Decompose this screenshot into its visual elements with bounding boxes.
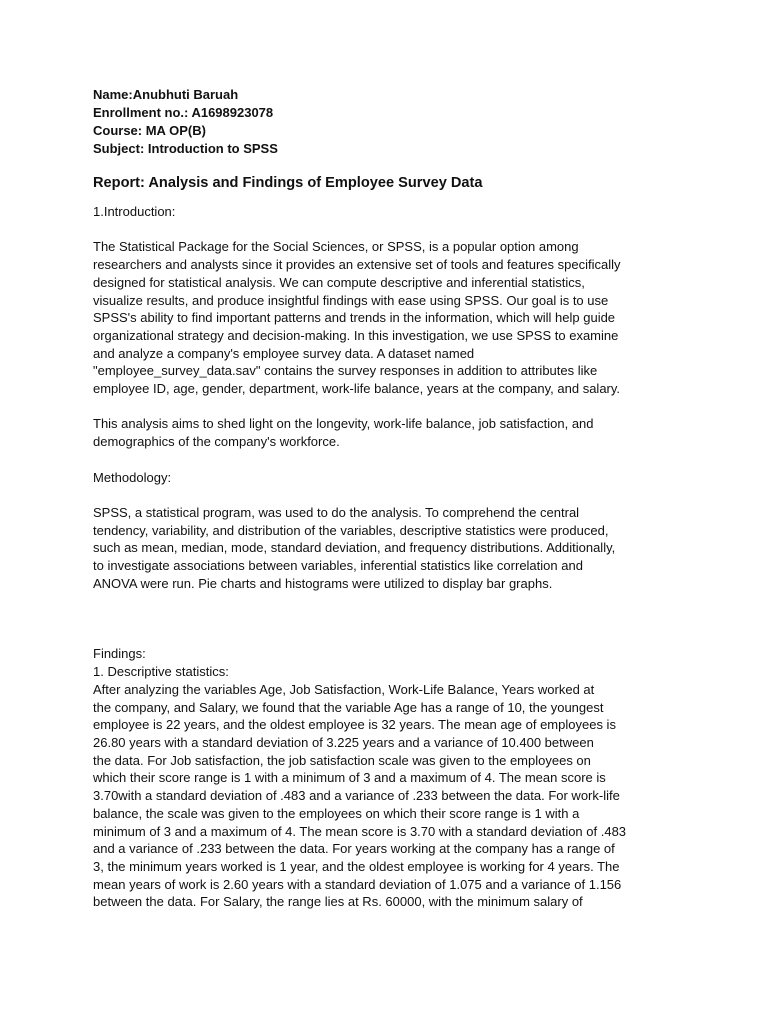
paragraph-line: designed for statistical analysis. We can compute descriptive and inferential statistics, — [93, 274, 585, 290]
paragraph-line: between the data. For Salary, the range lies at Rs. 60000, with the minimum salary of — [93, 894, 583, 910]
paragraph-line: 3, the minimum years worked is 1 year, and the oldest employee is working for 4 years. The — [93, 858, 620, 874]
paragraph-line: employee ID, age, gender, department, work-life balance, years at the company, and salary. — [93, 381, 621, 397]
introduction-paragraph — [93, 238, 683, 397]
paragraph-line: This analysis aims to shed light on the longevity, work-life balance, job satisfaction, and — [93, 416, 594, 432]
paragraph-line: demographics of the company's workforce. — [93, 434, 340, 450]
paragraph-line: the company, and Salary, we found that the variable Age has a range of 10, the youngest — [93, 699, 604, 715]
report-title: Report: Analysis and Findings of Employee Survey Data — [93, 175, 483, 191]
paragraph-line: the data. For Job satisfaction, the job satisfaction scale was given to the employees on — [93, 752, 591, 768]
course-name: Course: MA OP(B) — [93, 123, 206, 138]
student-name: Name:Anubhuti Baruah — [93, 87, 239, 102]
paragraph-line: employee is 22 years, and the oldest employee is 32 years. The mean age of employees is — [93, 717, 616, 733]
paragraph-line: to investigate associations between variables, inferential statistics like correlation and — [93, 558, 583, 573]
aim-paragraph — [93, 415, 683, 450]
findings-paragraph — [93, 681, 683, 911]
paragraph-line: and a variance of .233 between the data. For years working at the company has a range of — [93, 841, 615, 857]
descriptive-statistics-heading: 1. Descriptive statistics: — [93, 664, 229, 680]
paragraph-line: SPSS's ability to find important patterns and trends in the information, which will help guide — [93, 310, 616, 326]
paragraph-line: visualize results, and produce insightful findings with ease using SPSS. Our goal is to use — [93, 292, 609, 308]
paragraph-line: which their score range is 1 with a minimum of 3 and a maximum of 4. The mean score is — [93, 770, 606, 786]
paragraph-line: organizational strategy and decision-making. In this investigation, we use SPSS to examine — [93, 327, 619, 343]
paragraph-line: 26.80 years with a standard deviation of 3.225 years and a variance of 10.400 between — [93, 735, 594, 750]
paragraph-line: balance, the scale was given to the employees on which their score range is 1 with a — [93, 805, 580, 821]
paragraph-line: The Statistical Package for the Social Sciences, or SPSS, is a popular option among — [93, 239, 579, 255]
paragraph-line: "employee_survey_data.sav" contains the survey responses in addition to attributes like — [93, 363, 598, 379]
paragraph-line: After analyzing the variables Age, Job Satisfaction, Work-Life Balance, Years worked at — [93, 681, 595, 697]
paragraph-line: SPSS, a statistical program, was used to do the analysis. To comprehend the central — [93, 504, 580, 520]
subject-name: Subject: Introduction to SPSS — [93, 141, 278, 156]
paragraph-line: mean years of work is 2.60 years with a standard deviation of 1.075 and a variance of 1.156 — [93, 876, 622, 892]
student-info — [93, 86, 683, 158]
paragraph-line: 3.70with a standard deviation of .483 and a variance of .233 between the data. For work-life — [93, 788, 620, 804]
paragraph-line: such as mean, median, mode, standard deviation, and frequency distributions. Additionally, — [93, 540, 616, 556]
paragraph-line: minimum of 3 and a maximum of 4. The mean score is 3.70 with a standard deviation of .483 — [93, 823, 627, 839]
enrollment-number: Enrollment no.: A1698923078 — [93, 105, 274, 120]
paragraph-line: tendency, variability, and distribution of the variables, descriptive statistics were produced, — [93, 522, 609, 538]
methodology-heading: Methodology: — [93, 469, 172, 485]
introduction-heading: 1.Introduction: — [93, 204, 176, 219]
paragraph-line: ANOVA were run. Pie charts and histograms were utilized to display bar graphs. — [93, 575, 553, 591]
methodology-paragraph — [93, 504, 683, 593]
paragraph-line: researchers and analysts since it provides an extensive set of tools and features specifically — [93, 257, 621, 273]
document-page — [93, 86, 683, 911]
paragraph-line: and analyze a company's employee survey data. A dataset named — [93, 345, 475, 361]
findings-heading: Findings: — [93, 646, 146, 662]
